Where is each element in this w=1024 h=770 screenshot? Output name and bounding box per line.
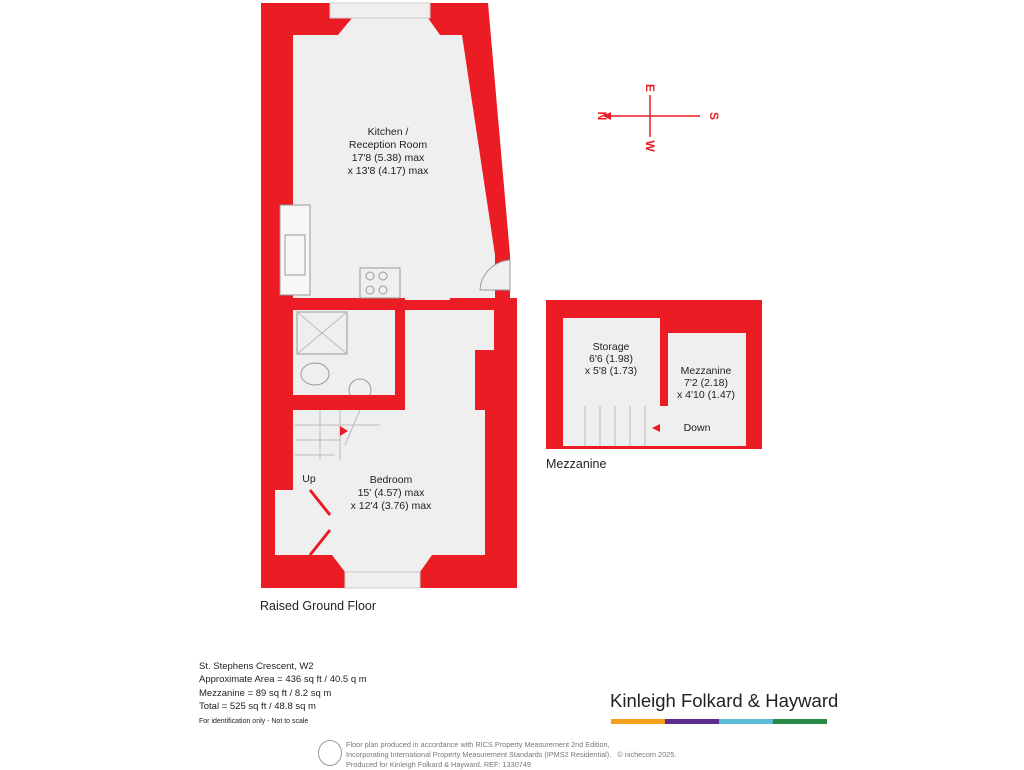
wardrobe xyxy=(275,490,330,555)
agent-logo: Kinleigh Folkard & Hayward xyxy=(610,690,839,711)
footer-line-2-row xyxy=(346,750,676,760)
property-info xyxy=(199,660,367,728)
approx-area: Approximate Area = 436 sq ft / 40.5 q m xyxy=(199,674,367,686)
stairs-down-label: Down xyxy=(683,422,711,434)
copyright: © nichecom 2025. xyxy=(617,750,677,759)
compass-n: N xyxy=(595,111,609,121)
mezzanine-name: Mezzanine xyxy=(680,365,732,377)
compass-s: S xyxy=(707,111,721,121)
storage-dim-1: 6'6 (1.98) xyxy=(588,353,634,365)
kitchen-name-2: Reception Room xyxy=(348,139,428,151)
footer-line-3: Produced for Kinleigh Folkard & Hayward. REF: 1330749 xyxy=(346,760,531,769)
storage-name: Storage xyxy=(592,341,630,353)
logo-bar-blue xyxy=(719,719,773,724)
kitchen-dim-1: 17'8 (5.38) max xyxy=(351,152,425,164)
mezzanine-dim-2: x 4'10 (1.47) xyxy=(676,389,736,401)
footer-notes xyxy=(346,740,676,770)
kitchen-dim-2: x 13'8 (4.17) max xyxy=(347,165,429,177)
bedroom-dim-2: x 12'4 (3.76) max xyxy=(350,500,432,512)
window-top xyxy=(330,3,430,18)
mezzanine-floor-label: Mezzanine xyxy=(546,457,607,471)
disclaimer: For identification only - Not to scale xyxy=(199,718,309,726)
logo-bar-green xyxy=(773,719,827,724)
compass-w: W xyxy=(643,140,657,152)
kitchen-name: Kitchen / xyxy=(367,126,409,138)
logo-bar-purple xyxy=(665,719,719,724)
compass-e: E xyxy=(643,83,657,93)
footer-line-1: Floor plan produced in accordance with RICS Property Measurement 2nd Edition, xyxy=(346,740,610,749)
window-bottom xyxy=(345,572,420,588)
bathroom-floor xyxy=(293,310,395,395)
address: St. Stephens Crescent, W2 xyxy=(199,661,314,672)
mezzanine-dim-1: 7'2 (2.18) xyxy=(683,377,729,389)
kitchen-wall-bottom-right xyxy=(450,298,517,310)
stairs-up-label: Up xyxy=(302,473,316,485)
bedroom-name: Bedroom xyxy=(369,474,413,486)
compass-icon xyxy=(595,84,721,152)
mezzanine-area: Mezzanine = 89 sq ft / 8.2 sq m xyxy=(199,687,332,699)
ground-floor-label: Raised Ground Floor xyxy=(260,599,377,613)
total-area: Total = 525 sq ft / 48.8 sq m xyxy=(199,700,316,712)
bathroom-wall-bottom xyxy=(293,395,403,410)
person-icon xyxy=(318,740,342,766)
logo-bar-orange xyxy=(611,719,665,724)
storage-dim-2: x 5'8 (1.73) xyxy=(584,365,638,377)
mezzanine-plan xyxy=(546,300,762,449)
footer-line-2: Incorporating International Property Measurement Standards (IPMS2 Residential). xyxy=(346,750,612,759)
bedroom-dim-1: 15' (4.57) max xyxy=(357,487,425,499)
cupboard xyxy=(458,310,494,350)
kitchen-wall-bottom-left xyxy=(261,298,405,310)
